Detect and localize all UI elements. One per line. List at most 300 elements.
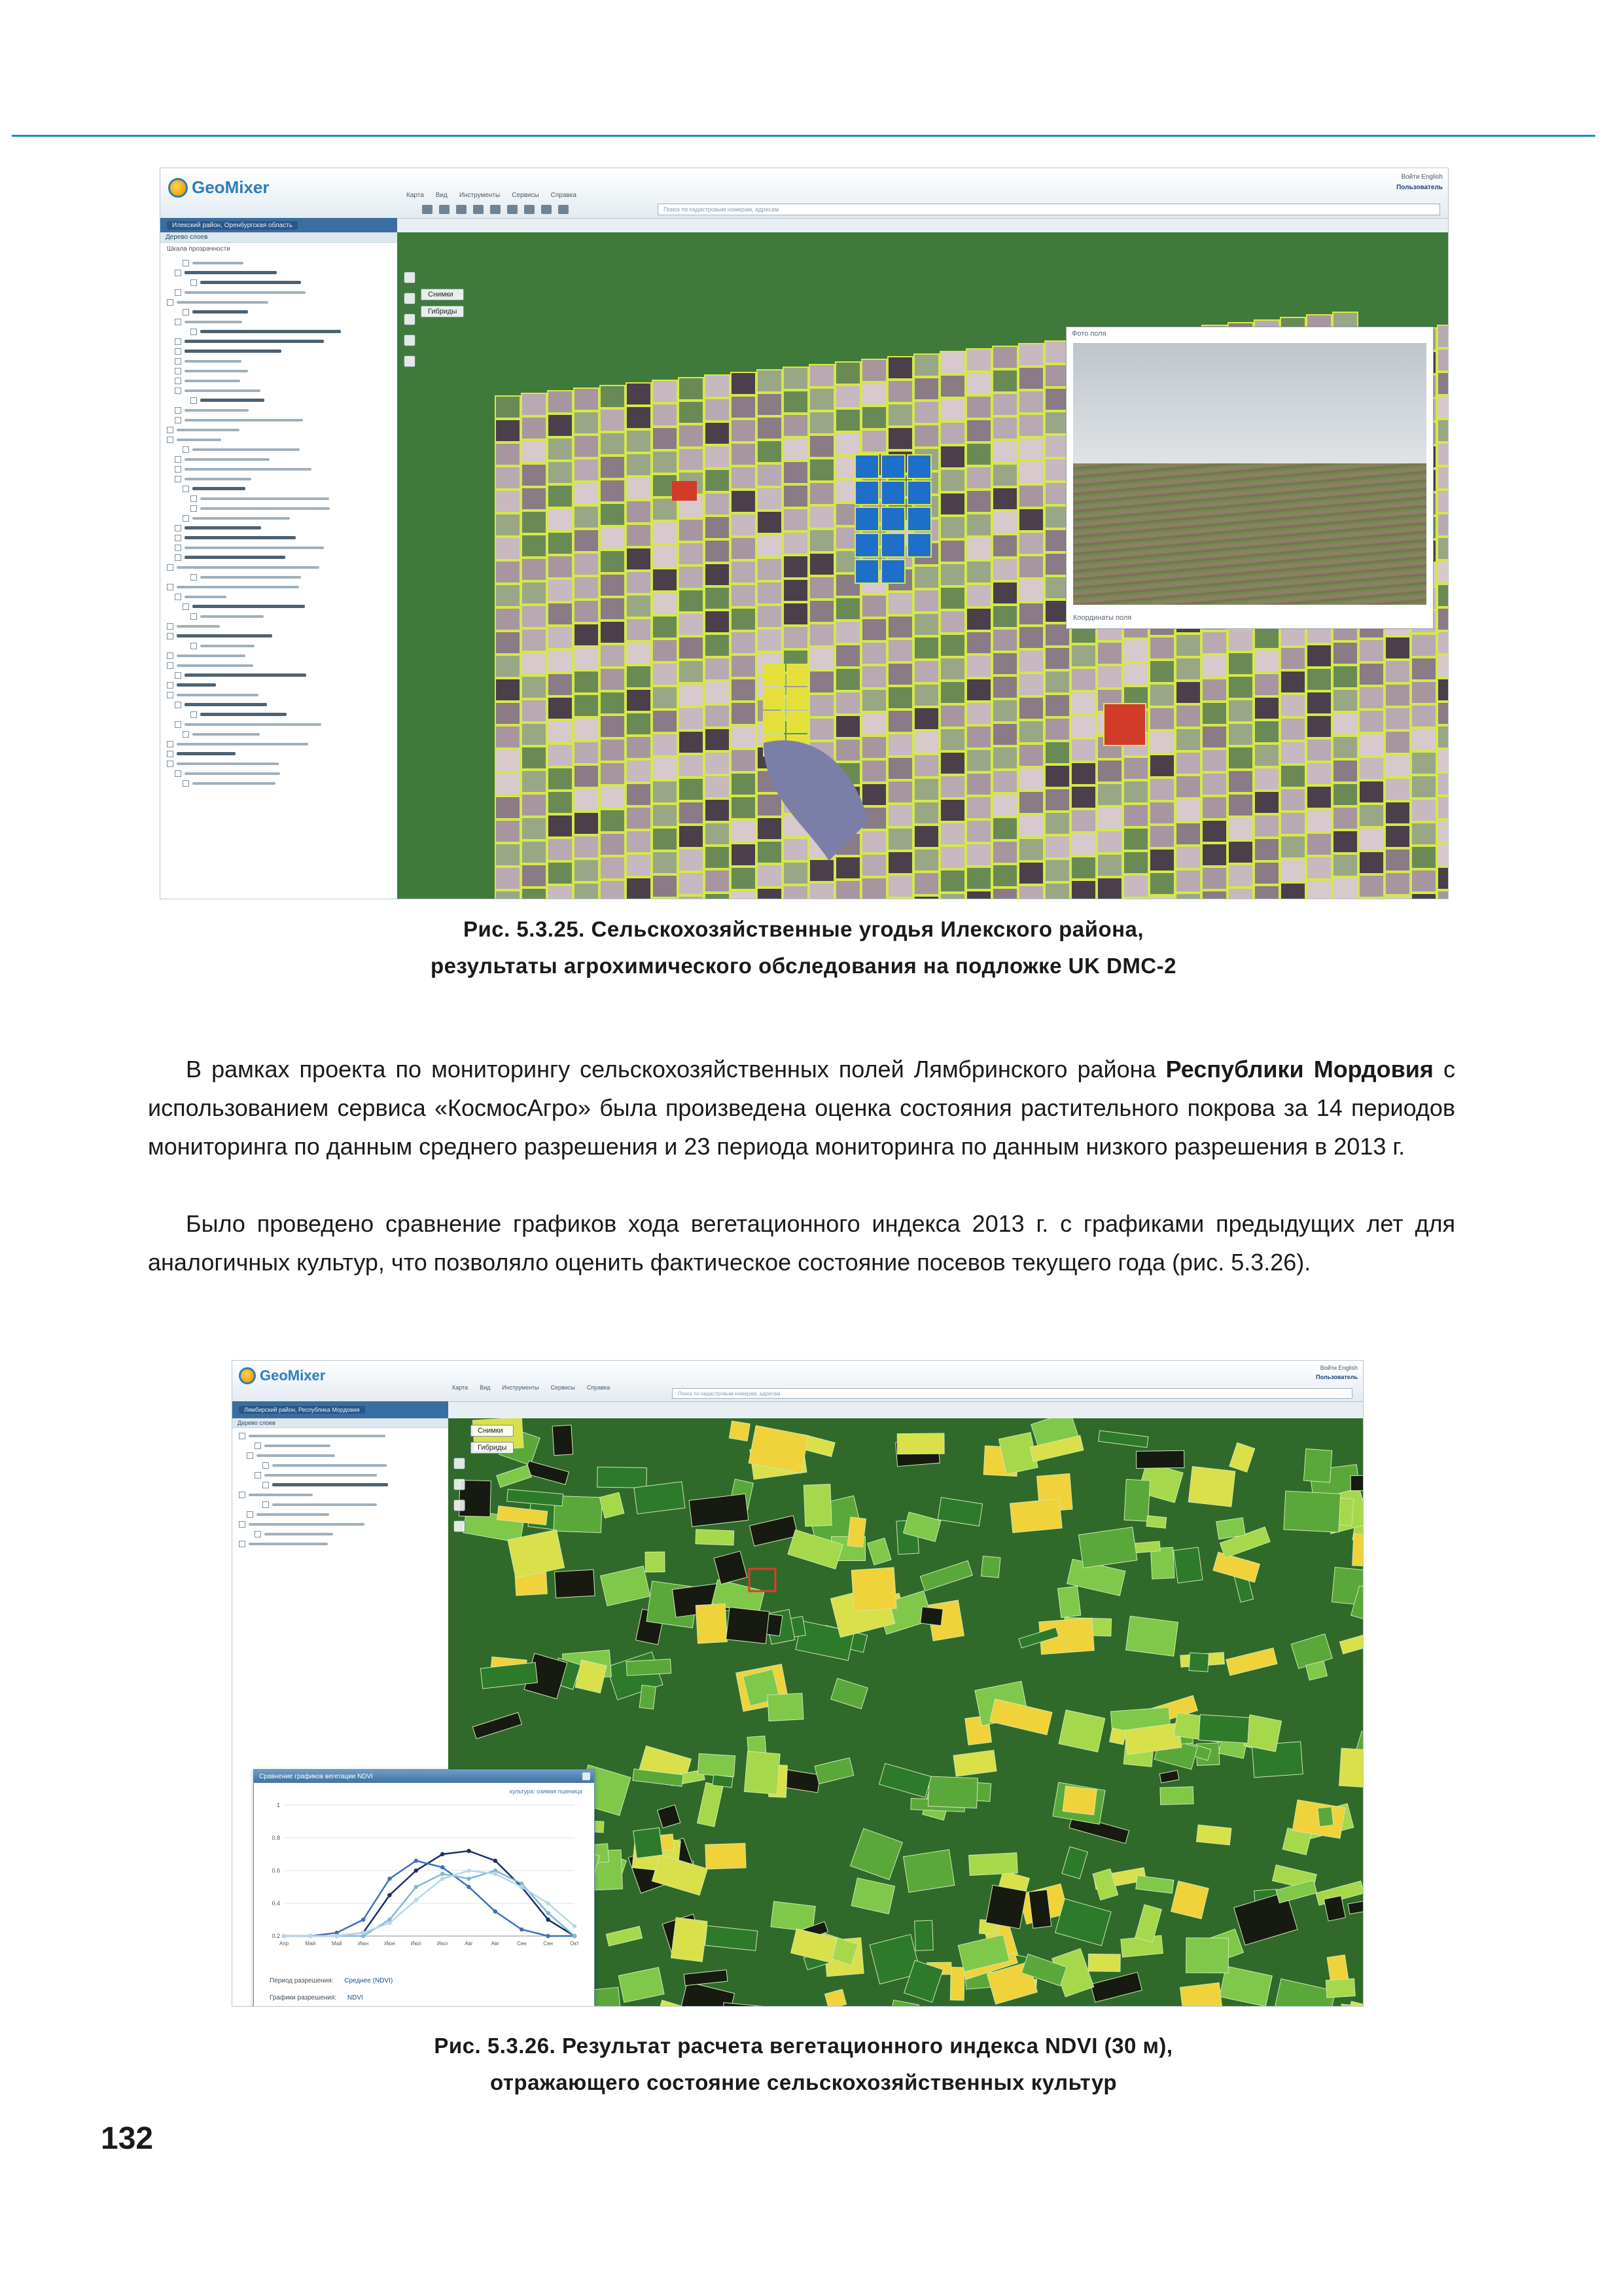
data-point-2012[interactable] — [414, 1859, 418, 1863]
layer-label — [249, 1543, 328, 1545]
x-tick-label: Авг — [465, 1941, 473, 1946]
layer-checkbox[interactable] — [255, 1443, 261, 1449]
data-point-2012[interactable] — [493, 1909, 497, 1913]
search-input[interactable]: Поиск по кадастровым номерам, адресам — [658, 204, 1440, 215]
data-point-2013[interactable] — [387, 1893, 391, 1897]
map-tool-column — [404, 272, 415, 367]
layer-label — [200, 615, 264, 618]
data-point-2012[interactable] — [440, 1865, 444, 1869]
layer-checkbox[interactable] — [167, 299, 173, 306]
tool-button[interactable] — [439, 205, 450, 214]
layer-checkbox[interactable] — [175, 358, 181, 365]
layer-tree-item[interactable] — [239, 1442, 448, 1449]
layer-tree-item[interactable] — [167, 544, 397, 551]
layer-tree-item[interactable] — [239, 1481, 448, 1488]
data-point-2011[interactable] — [440, 1872, 444, 1876]
ndvi-chart-window[interactable] — [253, 1769, 595, 2007]
layer-tree-item[interactable] — [167, 465, 397, 473]
layer-checkbox[interactable] — [167, 682, 173, 689]
layer-tree-item[interactable] — [167, 426, 397, 433]
layer-tree-item[interactable] — [167, 328, 397, 335]
layer-checkbox[interactable] — [167, 692, 173, 698]
layer-checkbox[interactable] — [175, 594, 181, 600]
layer-checkbox[interactable] — [175, 289, 181, 296]
map-title-bar — [232, 1401, 448, 1418]
layer-checkbox[interactable] — [190, 574, 197, 581]
layer-label — [185, 526, 261, 529]
layer-label — [177, 429, 239, 431]
x-tick-label: Авг — [491, 1941, 500, 1946]
layer-tree-item[interactable] — [167, 456, 397, 463]
graph-option[interactable]: NDVI — [347, 1994, 363, 2001]
layer-tree-item[interactable] — [167, 397, 397, 404]
data-point-2011[interactable] — [546, 1911, 550, 1915]
data-point-2010[interactable] — [440, 1876, 444, 1880]
opacity-filter[interactable]: Шкала прозрачности — [167, 245, 230, 253]
data-point-2010[interactable] — [520, 1885, 523, 1889]
layer-tree-item[interactable] — [239, 1540, 448, 1547]
layer-label — [177, 655, 245, 657]
layer-tree-item[interactable] — [167, 338, 397, 345]
layer-checkbox[interactable] — [175, 456, 181, 463]
option-row-2: Графики разрешения: NDVI — [270, 1990, 393, 2007]
data-point-2011[interactable] — [467, 1876, 470, 1880]
layer-checkbox[interactable] — [175, 319, 181, 325]
layer-tree-item[interactable] — [167, 613, 397, 620]
layer-tree-item[interactable] — [167, 308, 397, 315]
layer-checkbox[interactable] — [190, 613, 197, 620]
chart-window-header[interactable]: Сравнение графиков вегетации NDVI — [254, 1770, 594, 1783]
layer-checkbox[interactable] — [190, 643, 197, 649]
layer-checkbox[interactable] — [175, 348, 181, 355]
layer-checkbox[interactable] — [183, 515, 189, 522]
layer-tree-item[interactable] — [167, 622, 397, 630]
layer-label — [177, 439, 221, 441]
data-point-2010[interactable] — [467, 1869, 470, 1873]
layer-label — [185, 370, 248, 372]
layer-tree-item[interactable] — [167, 259, 397, 266]
data-point-2010[interactable] — [282, 1934, 286, 1938]
layer-checkbox[interactable] — [183, 260, 189, 266]
x-tick-label: Май — [305, 1941, 316, 1946]
layer-tree-item[interactable] — [167, 603, 397, 610]
layer-tree-item[interactable] — [167, 740, 397, 747]
data-point-2011[interactable] — [414, 1885, 418, 1889]
layer-tree-panel — [160, 232, 398, 899]
map-toolbar — [422, 205, 569, 214]
layer-tree-item[interactable] — [167, 279, 397, 286]
ruler-icon[interactable] — [404, 334, 415, 346]
main-menu — [406, 192, 576, 199]
layer-label — [177, 625, 220, 628]
layer-label — [249, 1523, 364, 1526]
layer-tree-item[interactable] — [167, 730, 397, 738]
layer-checkbox[interactable] — [190, 505, 197, 512]
layer-checkbox[interactable] — [262, 1501, 269, 1508]
data-point-2012[interactable] — [361, 1918, 365, 1922]
geomixer-logo[interactable]: GeoMixer — [239, 1367, 325, 1384]
menu-item-2[interactable]: Инструменты — [502, 1384, 539, 1391]
layer-checkbox[interactable] — [190, 329, 197, 335]
layer-tree-item[interactable] — [167, 583, 397, 590]
layer-tree-item[interactable] — [167, 377, 397, 384]
layer-label — [185, 547, 324, 549]
layer-checkbox[interactable] — [175, 476, 181, 482]
layer-tree-item[interactable] — [167, 701, 397, 708]
layer-checkbox[interactable] — [239, 1541, 245, 1547]
zoom-in-icon[interactable] — [404, 272, 415, 283]
layer-tree-item[interactable] — [167, 652, 397, 659]
tool-button[interactable] — [558, 205, 569, 214]
y-tick-label: 0.6 — [272, 1867, 280, 1874]
y-tick-label: 0.8 — [272, 1835, 280, 1841]
menu-item-2[interactable]: Инструменты — [459, 192, 501, 199]
layer-label — [200, 330, 341, 333]
menu-item-3[interactable]: Сервисы — [512, 192, 539, 199]
layer-label — [185, 703, 267, 706]
layer-label — [249, 1435, 385, 1437]
layer-tree-item[interactable] — [167, 681, 397, 689]
layer-tree-item[interactable] — [167, 770, 397, 777]
map-type-buttons — [421, 289, 464, 317]
layer-checkbox[interactable] — [175, 702, 181, 708]
zoom-out-icon[interactable] — [453, 1479, 465, 1490]
layer-label — [256, 1454, 335, 1457]
data-point-2010[interactable] — [335, 1934, 339, 1938]
home-icon[interactable] — [453, 1499, 465, 1511]
layer-tree-item[interactable] — [167, 760, 397, 767]
layer-tree-item[interactable] — [167, 593, 397, 600]
layer-checkbox[interactable] — [167, 761, 173, 767]
layer-label — [192, 733, 260, 736]
layer-tree-item[interactable] — [239, 1471, 448, 1479]
y-tick-label: 0.4 — [272, 1900, 280, 1907]
x-tick-label: Июн — [384, 1941, 395, 1946]
figure-5-3-25-caption: Рис. 5.3.25. Сельскохозяйственные угодья Илекского района, результаты агрохимического обследования на подложке UK DMC-2 — [431, 917, 1176, 978]
layer-label — [185, 291, 306, 294]
layer-tree-item[interactable] — [239, 1530, 448, 1537]
layer-label — [272, 1503, 377, 1506]
satellite-map[interactable] — [397, 232, 1448, 899]
layer-checkbox[interactable] — [167, 653, 173, 659]
panel-title: Дерево слоев — [160, 232, 397, 243]
layer-label — [200, 576, 301, 579]
tool-button[interactable] — [507, 205, 518, 214]
layer-checkbox[interactable] — [167, 741, 173, 747]
layer-checkbox[interactable] — [175, 770, 181, 777]
layer-tree-item[interactable] — [167, 289, 397, 296]
data-point-2010[interactable] — [387, 1921, 391, 1925]
data-point-2010[interactable] — [493, 1872, 497, 1876]
layer-tree-item[interactable] — [167, 524, 397, 531]
layer-tree-item[interactable] — [239, 1491, 448, 1498]
logo-icon — [168, 178, 188, 198]
layer-tree-item[interactable] — [167, 446, 397, 453]
menu-item-4[interactable]: Справка — [550, 192, 576, 199]
layer-checkbox[interactable] — [175, 672, 181, 679]
layer-checkbox[interactable] — [262, 1482, 269, 1488]
search-input[interactable]: Поиск по кадастровым номерам, адресам — [672, 1388, 1352, 1399]
layer-tree-item[interactable] — [239, 1462, 448, 1469]
layer-checkbox[interactable] — [175, 270, 181, 276]
user-panel — [1316, 1363, 1358, 1382]
map-title[interactable]: Илекский район, Оренбургская область — [167, 221, 298, 230]
layer-label — [185, 723, 321, 726]
logo-icon — [239, 1367, 256, 1384]
layer-tree-item[interactable] — [167, 554, 397, 561]
layer-label — [185, 350, 281, 353]
layer-checkbox[interactable] — [175, 535, 181, 541]
close-icon[interactable] — [582, 1772, 590, 1780]
layer-checkbox[interactable] — [175, 368, 181, 374]
layer-label — [185, 419, 303, 422]
layer-label — [177, 301, 268, 304]
layer-checkbox[interactable] — [190, 397, 197, 404]
map-type-button-0[interactable]: Снимки — [470, 1425, 514, 1437]
tool-button[interactable] — [473, 205, 484, 214]
layer-checkbox[interactable] — [183, 446, 189, 453]
layer-tree-item[interactable] — [239, 1432, 448, 1439]
layer-label — [185, 360, 241, 363]
zoom-out-icon[interactable] — [404, 293, 415, 304]
x-tick-label: Окт — [570, 1941, 579, 1946]
tool-button[interactable] — [541, 205, 552, 214]
layer-checkbox[interactable] — [183, 603, 189, 610]
photo-title: Фото поля — [1072, 330, 1106, 338]
layer-label — [185, 478, 251, 480]
x-tick-label: Июл — [410, 1941, 421, 1946]
layer-tree-item[interactable] — [167, 534, 397, 541]
layer-tree-item[interactable] — [167, 367, 397, 374]
layer-checkbox[interactable] — [239, 1521, 245, 1528]
data-point-2013[interactable] — [493, 1859, 497, 1863]
layer-label — [185, 673, 306, 677]
menu-item-4[interactable]: Справка — [586, 1384, 610, 1391]
layer-tree-item[interactable] — [239, 1452, 448, 1459]
ruler-icon[interactable] — [453, 1520, 465, 1532]
layer-tree-item[interactable] — [239, 1501, 448, 1508]
layer-label — [192, 310, 248, 314]
photo-caption: Координаты поля — [1073, 614, 1132, 622]
menu-item-1[interactable]: Вид — [480, 1384, 491, 1391]
data-point-2010[interactable] — [361, 1931, 365, 1935]
layer-tree-item[interactable] — [167, 750, 397, 757]
layer-checkbox[interactable] — [175, 387, 181, 394]
user-login[interactable]: Пользователь — [1316, 1374, 1358, 1381]
map-tool-column — [453, 1458, 465, 1532]
zoom-in-icon[interactable] — [453, 1458, 465, 1469]
login-links[interactable]: Войти English — [1401, 173, 1443, 181]
paragraph-1: В рамках проекта по мониторингу сельскохозяйственных полей Лямбринского района Республики Мордовия с использованием сервиса «КосмосАгро» была произведена оценка состояния растительного покрова за 14 периодов мониторинга по данным среднего разрешения и 23 периода мониторинга по данным низкого разрешения в 2013 г. — [148, 1056, 1455, 1160]
layer-tree-item[interactable] — [167, 416, 397, 423]
data-point-2012[interactable] — [467, 1885, 470, 1889]
layer-tree-item[interactable] — [167, 298, 397, 306]
layer-label — [200, 399, 264, 402]
layer-tree-item[interactable] — [167, 711, 397, 718]
layer-tree-item[interactable] — [239, 1520, 448, 1528]
layer-label — [249, 1494, 313, 1496]
layer-tree-item[interactable] — [167, 780, 397, 787]
layer-label — [177, 694, 258, 696]
layer-checkbox[interactable] — [255, 1472, 261, 1479]
data-point-2011[interactable] — [573, 1934, 576, 1938]
map-title[interactable]: Лямбирский район, Республика Мордовия — [239, 1406, 365, 1414]
map-type-button-1[interactable]: Гибриды — [470, 1442, 514, 1454]
layer-checkbox[interactable] — [175, 338, 181, 345]
user-login[interactable]: Пользователь — [1396, 184, 1443, 191]
layer-checkbox[interactable] — [247, 1452, 253, 1459]
layer-label — [177, 762, 279, 765]
layer-tree-item[interactable] — [167, 691, 397, 698]
layer-checkbox[interactable] — [167, 623, 173, 630]
layer-label — [185, 772, 280, 775]
draw-icon[interactable] — [404, 355, 415, 367]
layer-checkbox[interactable] — [239, 1492, 245, 1498]
layer-tree-item[interactable] — [167, 662, 397, 669]
layer-label — [272, 1483, 388, 1486]
menu-item-0[interactable]: Карта — [452, 1384, 468, 1391]
resolution-option[interactable]: Среднее (NDVI) — [344, 1977, 393, 1984]
layer-checkbox[interactable] — [175, 407, 181, 414]
layer-checkbox[interactable] — [239, 1433, 245, 1439]
layer-label — [200, 507, 330, 510]
layer-checkbox[interactable] — [255, 1531, 261, 1537]
paragraph-2: Было проведено сравнение графиков хода вегетационного индекса 2013 г. с графиками предыдущих лет для аналогичных культур, что позволяло оценить фактическое состояние посевов текущего года (рис. 5.3.26). — [148, 1210, 1455, 1276]
layer-checkbox[interactable] — [175, 525, 181, 531]
x-tick-label: Май — [331, 1941, 342, 1946]
layer-tree-item[interactable] — [239, 1511, 448, 1518]
layer-checkbox[interactable] — [175, 417, 181, 423]
panel-title: Дерево слоев — [232, 1418, 448, 1428]
layer-label — [264, 1444, 330, 1447]
layer-checkbox[interactable] — [175, 721, 181, 728]
data-point-2010[interactable] — [573, 1924, 576, 1928]
main-menu — [452, 1384, 610, 1391]
layer-checkbox[interactable] — [167, 584, 173, 590]
layer-tree-item[interactable] — [167, 632, 397, 639]
layer-checkbox[interactable] — [190, 279, 197, 286]
login-links[interactable]: Войти English — [1320, 1365, 1358, 1371]
user-panel — [1396, 172, 1443, 193]
layer-checkbox[interactable] — [247, 1511, 253, 1518]
data-point-2013[interactable] — [440, 1852, 444, 1856]
data-point-2013[interactable] — [467, 1849, 470, 1853]
layer-tree-item[interactable] — [167, 357, 397, 365]
layer-label — [185, 596, 226, 598]
layer-label — [192, 782, 275, 785]
layer-checkbox[interactable] — [183, 486, 189, 492]
layer-tree-item[interactable] — [167, 514, 397, 522]
layer-checkbox[interactable] — [167, 751, 173, 757]
tool-button[interactable] — [422, 205, 433, 214]
data-point-2010[interactable] — [414, 1898, 418, 1902]
layer-tree-item[interactable] — [167, 573, 397, 581]
layer-checkbox[interactable] — [190, 711, 197, 718]
data-point-2013[interactable] — [546, 1918, 550, 1922]
layer-label — [185, 458, 270, 461]
layer-checkbox[interactable] — [167, 662, 173, 669]
data-point-2013[interactable] — [414, 1869, 418, 1873]
data-point-2012[interactable] — [387, 1876, 391, 1880]
layer-tree — [160, 255, 397, 787]
layer-label — [200, 645, 255, 647]
layer-checkbox[interactable] — [183, 309, 189, 315]
map-type-button-0[interactable]: Снимки — [421, 289, 464, 300]
layer-label — [177, 634, 272, 637]
layer-tree-item[interactable] — [167, 318, 397, 325]
layer-checkbox[interactable] — [175, 554, 181, 561]
layer-checkbox[interactable] — [175, 466, 181, 473]
figure-5-3-26-caption: Рис. 5.3.26. Результат расчета вегетационного индекса NDVI (30 м), отражающего состояние сельскохозяйственных культур — [434, 2034, 1173, 2094]
y-tick-label: 0.2 — [272, 1933, 280, 1939]
layer-label — [177, 752, 236, 755]
layer-tree-item[interactable] — [167, 436, 397, 443]
layer-checkbox[interactable] — [190, 495, 197, 502]
layer-tree-item[interactable] — [167, 564, 397, 571]
layer-checkbox[interactable] — [167, 633, 173, 639]
layer-checkbox[interactable] — [167, 564, 173, 571]
x-tick-label: Сен — [516, 1941, 527, 1946]
layer-checkbox[interactable] — [183, 731, 189, 738]
layer-tree-item[interactable] — [167, 505, 397, 512]
layer-tree-item[interactable] — [167, 672, 397, 679]
data-point-2012[interactable] — [520, 1928, 523, 1931]
layer-tree-item[interactable] — [167, 495, 397, 502]
layer-tree-item[interactable] — [167, 387, 397, 394]
layer-checkbox[interactable] — [167, 427, 173, 433]
layer-tree-item[interactable] — [167, 642, 397, 649]
map-type-button-1[interactable]: Гибриды — [421, 306, 464, 317]
layer-tree — [232, 1428, 448, 1547]
layer-tree-item[interactable] — [167, 485, 397, 492]
layer-checkbox[interactable] — [183, 780, 189, 787]
layer-label — [177, 566, 319, 569]
layer-label — [185, 468, 311, 471]
option-row-1: Период разрешения: Среднее (NDVI) — [270, 1973, 393, 1990]
geomixer-logo[interactable]: GeoMixer — [168, 177, 270, 198]
tool-button[interactable] — [456, 205, 467, 214]
layer-label — [192, 517, 290, 520]
layer-tree-item[interactable] — [167, 475, 397, 482]
layer-checkbox[interactable] — [175, 545, 181, 551]
layer-checkbox[interactable] — [167, 437, 173, 443]
data-point-2010[interactable] — [308, 1934, 312, 1938]
tool-button[interactable] — [490, 205, 501, 214]
menu-item-0[interactable]: Карта — [406, 192, 424, 199]
layer-tree-item[interactable] — [167, 406, 397, 414]
menu-item-3[interactable]: Сервисы — [550, 1384, 575, 1391]
layer-label — [185, 389, 260, 392]
field-photo-popup[interactable] — [1066, 327, 1434, 629]
data-point-2012[interactable] — [546, 1934, 550, 1938]
layer-label — [177, 586, 299, 588]
layer-tree-item[interactable] — [167, 721, 397, 728]
layer-checkbox[interactable] — [175, 378, 181, 384]
layer-label — [256, 1513, 329, 1516]
chart-options — [270, 1973, 393, 2007]
layer-tree-item[interactable] — [167, 348, 397, 355]
figure-5-3-25-screenshot — [160, 168, 1449, 899]
layer-label — [192, 262, 243, 264]
layer-tree-item[interactable] — [167, 269, 397, 276]
layer-checkbox[interactable] — [262, 1462, 269, 1469]
data-point-2010[interactable] — [546, 1901, 550, 1905]
menu-item-1[interactable]: Вид — [435, 192, 448, 199]
layer-label — [200, 281, 301, 284]
page-number: 132 — [101, 2121, 154, 2156]
tool-button[interactable] — [524, 205, 535, 214]
home-icon[interactable] — [404, 314, 415, 325]
